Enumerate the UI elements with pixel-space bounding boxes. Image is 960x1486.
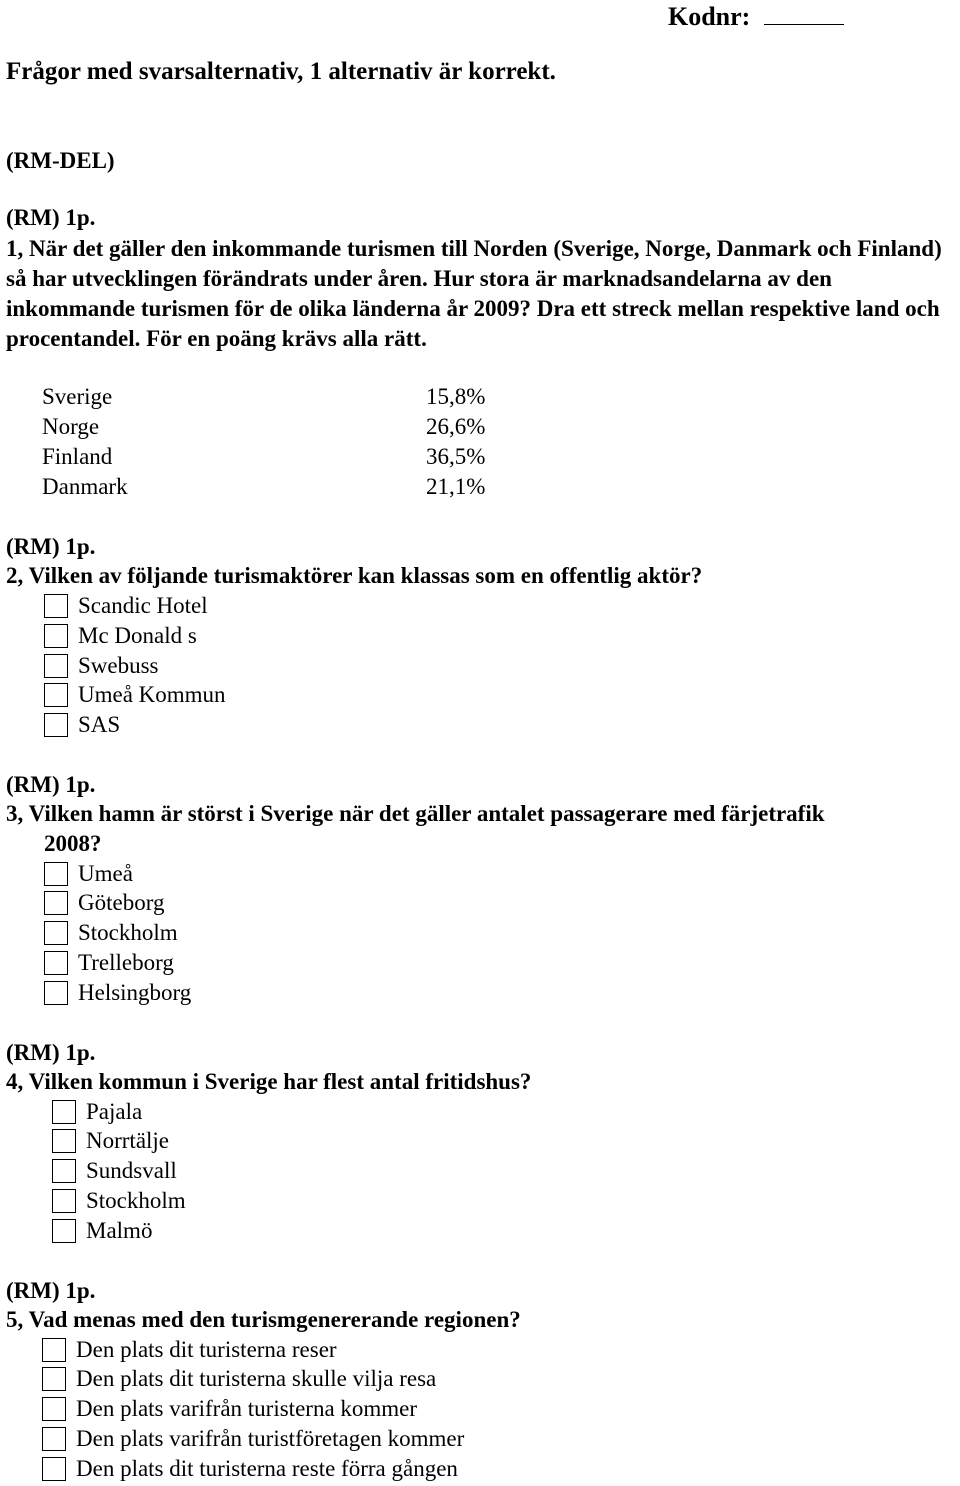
- kodnr-blank-line: [764, 23, 844, 25]
- option-label: Stockholm: [78, 920, 178, 945]
- checkbox[interactable]: [42, 1457, 66, 1481]
- q5-points: (RM) 1p.: [6, 1278, 96, 1303]
- checkbox[interactable]: [44, 654, 68, 678]
- q2-text: 2, Vilken av följande turismaktörer kan klassas som en offentlig aktör?: [6, 563, 703, 588]
- q1-points: (RM) 1p.: [6, 205, 96, 230]
- checkbox[interactable]: [42, 1338, 66, 1362]
- q4-option[interactable]: [52, 1186, 186, 1216]
- q1-pair-row[interactable]: [42, 382, 485, 412]
- section-heading: (RM-DEL): [6, 148, 115, 173]
- checkbox[interactable]: [52, 1100, 76, 1124]
- q1-pair-row[interactable]: [42, 472, 485, 502]
- option-label: SAS: [78, 712, 121, 737]
- q1-pair-row[interactable]: [42, 442, 485, 472]
- q5-option[interactable]: [42, 1394, 417, 1424]
- option-label: Den plats dit turisterna reser: [76, 1337, 337, 1362]
- q3-points: (RM) 1p.: [6, 772, 96, 797]
- q4-option[interactable]: [52, 1156, 177, 1186]
- option-label: Malmö: [86, 1218, 153, 1243]
- checkbox[interactable]: [44, 594, 68, 618]
- q3-option[interactable]: [44, 978, 191, 1008]
- q1-text: [6, 234, 956, 354]
- q1-percent: 15,8%: [426, 384, 486, 409]
- checkbox[interactable]: [44, 981, 68, 1005]
- q2-option[interactable]: [44, 710, 120, 740]
- option-label: Den plats varifrån turisterna kommer: [76, 1396, 418, 1421]
- checkbox[interactable]: [44, 683, 68, 707]
- q4-option[interactable]: [52, 1126, 169, 1156]
- checkbox[interactable]: [42, 1367, 66, 1391]
- q3-text-cont: 2008?: [44, 831, 102, 856]
- page-title: Frågor med svarsalternativ, 1 alternativ är korrekt.: [6, 58, 556, 85]
- q1-country: Danmark: [42, 474, 128, 499]
- option-label: Swebuss: [78, 653, 159, 678]
- q5-text: 5, Vad menas med den turismgenererande regionen?: [6, 1307, 521, 1332]
- q1-percent: 21,1%: [426, 474, 486, 499]
- option-label: Umeå Kommun: [78, 682, 226, 707]
- checkbox[interactable]: [44, 862, 68, 886]
- q2-option[interactable]: [44, 651, 159, 681]
- checkbox[interactable]: [52, 1219, 76, 1243]
- q5-option[interactable]: [42, 1424, 464, 1454]
- q3-option[interactable]: [44, 918, 178, 948]
- option-label: Norrtälje: [86, 1128, 170, 1153]
- kodnr-label: Kodnr:: [668, 2, 751, 31]
- option-label: Helsingborg: [78, 980, 192, 1005]
- checkbox[interactable]: [44, 624, 68, 648]
- checkbox[interactable]: [44, 891, 68, 915]
- q4-option[interactable]: [52, 1097, 142, 1127]
- q3-text: 3, Vilken hamn är störst i Sverige när det gäller antalet passagerare med färjetrafik: [6, 801, 825, 826]
- checkbox[interactable]: [42, 1397, 66, 1421]
- q2-points: (RM) 1p.: [6, 534, 96, 559]
- q1-percent: 36,5%: [426, 444, 486, 469]
- q1-country: Sverige: [42, 384, 113, 409]
- option-label: Trelleborg: [78, 950, 174, 975]
- q1-text-tail: Hur stora är marknadsandelarna av den inkommande turismen för de olika länderna år 2009? Dra ett streck mellan respektive land och procentandel. För en poäng krävs alla rätt.: [6, 266, 940, 351]
- option-label: Mc Donald s: [78, 623, 197, 648]
- q1-percent: 26,6%: [426, 414, 486, 439]
- checkbox[interactable]: [52, 1189, 76, 1213]
- q1-country: Norge: [42, 414, 100, 439]
- option-label: Sundsvall: [86, 1158, 177, 1183]
- option-label: Den plats dit turisterna skulle vilja resa: [76, 1366, 437, 1391]
- option-label: Pajala: [86, 1099, 143, 1124]
- q2-option[interactable]: [44, 680, 226, 710]
- q1-pair-row[interactable]: [42, 412, 485, 442]
- option-label: Den plats varifrån turistföretagen kommer: [76, 1426, 465, 1451]
- checkbox[interactable]: [44, 713, 68, 737]
- checkbox[interactable]: [52, 1129, 76, 1153]
- q5-option[interactable]: [42, 1454, 458, 1484]
- option-label: Stockholm: [86, 1188, 186, 1213]
- option-label: Umeå: [78, 861, 133, 886]
- q4-text: 4, Vilken kommun i Sverige har flest antal fritidshus?: [6, 1069, 532, 1094]
- kodnr-field: [668, 2, 844, 32]
- q4-option[interactable]: [52, 1216, 152, 1246]
- q5-option[interactable]: [42, 1364, 436, 1394]
- checkbox[interactable]: [44, 951, 68, 975]
- option-label: Scandic Hotel: [78, 593, 208, 618]
- q1-country: Finland: [42, 444, 113, 469]
- q3-option[interactable]: [44, 948, 174, 978]
- checkbox[interactable]: [44, 921, 68, 945]
- option-label: Göteborg: [78, 890, 165, 915]
- q1-text-bold: 1, När det gäller den inkommande turismen till Norden (Sverige, Norge, Danmark och Finland) så har utvecklingen förändrats under åren.: [6, 236, 942, 291]
- option-label: Den plats dit turisterna reste förra gången: [76, 1456, 458, 1481]
- checkbox[interactable]: [52, 1159, 76, 1183]
- q2-option[interactable]: [44, 621, 197, 651]
- q4-points: (RM) 1p.: [6, 1040, 96, 1065]
- q3-option[interactable]: [44, 859, 133, 889]
- q5-option[interactable]: [42, 1335, 337, 1365]
- q2-option[interactable]: [44, 591, 208, 621]
- checkbox[interactable]: [42, 1427, 66, 1451]
- q3-option[interactable]: [44, 888, 164, 918]
